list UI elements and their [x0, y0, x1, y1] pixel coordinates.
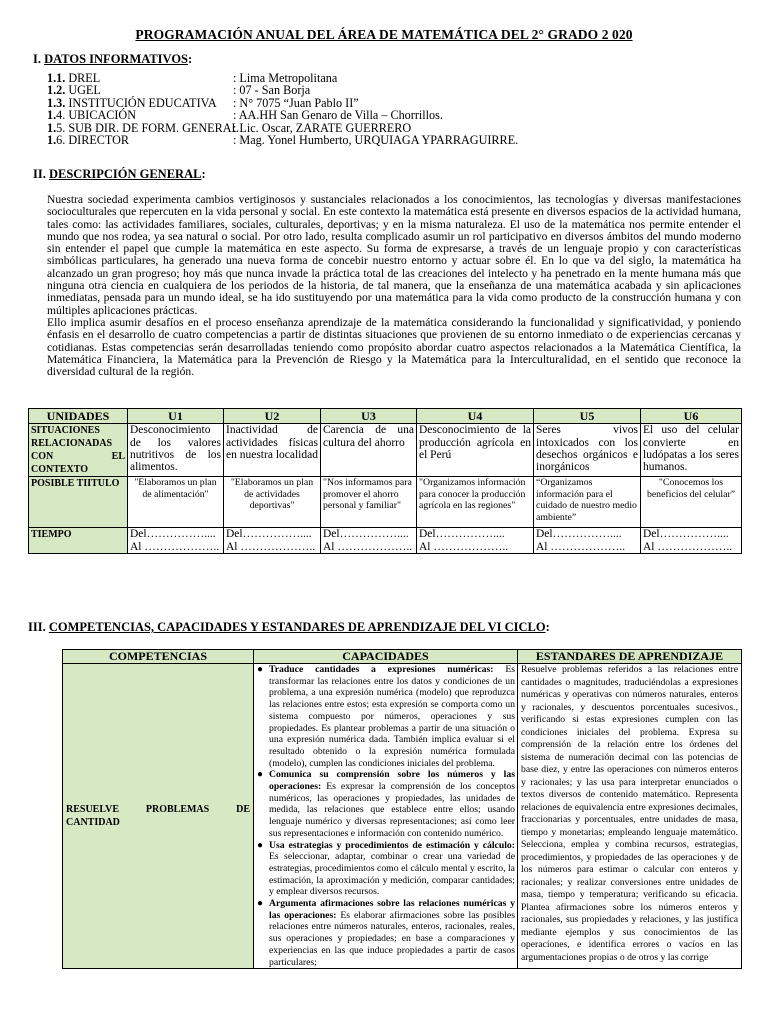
section-1-number: I.: [33, 52, 45, 66]
tiempo-u2: [224, 528, 321, 554]
situacion-u4: Desconocimiento de la producción agrícola en el Perú: [417, 424, 534, 477]
tiempo-del: Del……………....: [536, 528, 622, 541]
tiempo-u1: [128, 528, 224, 554]
info-label: 5. SUB DIR. DE FORM. GENERAL: [56, 120, 239, 135]
section-3-title: COMPETENCIAS, CAPACIDADES Y ESTANDARES DE APRENDIZAJE DEL VI CICLO: [48, 620, 546, 634]
tiempo-del: Del……………....: [226, 528, 312, 541]
tiempo-label: TIEMPO: [29, 528, 128, 554]
competencia-cell: RESUELVE PROBLEMAS DE CANTIDAD: [63, 664, 254, 969]
bullet-icon: ●: [257, 898, 264, 910]
tiempo-al: Al ………………..: [419, 540, 509, 553]
tiempo-al: Al ………………..: [643, 540, 733, 553]
section-2-heading: [33, 167, 206, 182]
info-label: INSTITUCIÓN EDUCATIVA: [65, 95, 217, 110]
titulo-u5: “Organizamos información para el cuidado de nuestro medio ambiente”: [534, 477, 641, 528]
header-u2: U2: [224, 409, 321, 424]
info-list: [47, 72, 518, 146]
header-u1: U1: [128, 409, 224, 424]
tiempo-al: Al ………………..: [323, 540, 413, 553]
section-3-number: III.: [28, 620, 49, 634]
tiempo-al: Al ………………..: [536, 540, 626, 553]
situacion-u3: Carencia de una cultura del ahorro: [321, 424, 417, 477]
tiempo-u3: [321, 528, 417, 554]
tiempo-del: Del……………....: [643, 528, 729, 541]
info-value: : Mag. Yonel Humberto, URQUIAGA YPARRAGUIRRE.: [233, 133, 519, 148]
info-value: : N° 7075 “Juan Pablo II”: [233, 95, 359, 110]
header-u3: U3: [321, 409, 417, 424]
capacidad-title: Argumenta afirmaciones sobre las relaciones numéricas y las operaciones:: [269, 898, 515, 921]
tiempo-row: [29, 528, 742, 554]
situacion-u5: Seres vivos intoxicados con los desechos orgánicos e inorgánicos: [534, 424, 641, 477]
capacidad-text: Es elaborar afirmaciones sobre las posibles relaciones entre números naturales, enteros, racionales, reales, sus operaciones y propiedades; en base a comparaciones y experiencias en las que induce propiedades a partir de casos particulares;: [269, 909, 515, 968]
capacidad-text: Es transformar las relaciones entre los datos y condiciones de un problema, a una expresión numérica (modelo) que reproduzca las relaciones entre estos; esta expresión se comporta como un sistema compuesto por números, operaciones y sus propiedades. Es plantear problemas a partir de una situación o una expresión numérica dada. También implica evaluar si el resultado obtenido o la expresión numérica formulada (modelo), cumplen las condiciones iniciales del problema.: [269, 664, 515, 769]
header-unidades: UNIDADES: [29, 409, 128, 424]
bullet-icon: ●: [257, 769, 264, 781]
competencias-table: [62, 649, 742, 969]
units-header-row: [29, 409, 742, 424]
header-u5: U5: [534, 409, 641, 424]
header-estandares: ESTANDARES DE APRENDIZAJE: [518, 650, 742, 664]
capacidades-cell: [254, 664, 518, 969]
description: [47, 194, 741, 378]
info-value: : 07 - San Borja: [233, 83, 311, 98]
titulo-u2: "Elaboramos un plan de actividades deportivas": [224, 477, 321, 528]
competencia-row: [63, 664, 742, 969]
capacidad-title: Traduce cantidades a expresiones numéricas:: [269, 664, 494, 675]
titulo-u4: "Organizamos información para conocer la producción agrícola en las regiones": [417, 477, 534, 528]
tiempo-u5: [534, 528, 641, 554]
info-label: DREL: [65, 71, 101, 85]
capacidad-title: Comunica su comprensión sobre los números y las operaciones:: [269, 769, 515, 793]
description-paragraph: Ello implica asumir desafíos en el proceso enseñanza aprendizaje de la matemática considerando la funcionalidad y significatividad, y poniendo énfasis en el desarrollo de cuatro competencias a partir de distintas situaciones que provienen de su entorno inmediato o de experiencias cercanas y cotidianas. Estas competencias serán desarrolladas teniendo como propósito abordar cuatro aspectos relacionados a la Matemática Científica, la Matemática Financiera, la Matemática para la Prevención de Riesgo y la Matemática para la Interculturalidad, en el sentido que reconoce la diversidad cultural de la región.: [47, 315, 741, 379]
capacidad-text: Es seleccionar, adaptar, combinar o crear una variedad de estrategias, procedimientos como el cálculo mental y escrito, la estimación, la aproximación y medición, comparar cantidades; y emplear diversos recursos.: [269, 851, 515, 898]
header-competencias: COMPETENCIAS: [63, 650, 254, 664]
info-num: 1.: [47, 120, 57, 135]
competencias-header-row: [63, 650, 742, 664]
section-3-heading: [28, 620, 550, 635]
titulo-u6: "Conocemos los beneficios del celular”: [641, 477, 742, 528]
info-num: 1.: [47, 133, 57, 148]
info-row: [47, 134, 518, 146]
document-title: PROGRAMACIÓN ANUAL DEL ÁREA DE MATEMÁTICA DEL 2° GRADO 2 020: [135, 27, 633, 42]
capacidad-item: [257, 664, 515, 769]
section-2-colon: :: [201, 167, 206, 181]
situacion-u1: Desconocimiento de los valores nutritivos de los alimentos.: [128, 424, 224, 477]
capacidad-item: [257, 840, 515, 899]
capacidad-item: [257, 898, 515, 968]
titulo-row: [29, 477, 742, 528]
tiempo-al: Al ………………..: [226, 540, 316, 553]
info-num: 1.2.: [47, 83, 66, 98]
header-capacidades: CAPACIDADES: [254, 650, 518, 664]
units-table: [28, 408, 742, 554]
titulo-u1: "Elaboramos un plan de alimentación": [128, 477, 224, 528]
info-label: UGEL: [65, 83, 101, 98]
tiempo-u6: [641, 528, 742, 554]
situacion-u2: Inactividad de actividades físicas en nuestra localidad: [224, 424, 321, 477]
situaciones-label: SITUACIONES RELACIONADAS CON EL CONTEXTO: [29, 424, 128, 477]
section-2-title: DESCRIPCIÓN GENERAL: [48, 167, 202, 181]
tiempo-al: Al ………………..: [130, 540, 220, 553]
section-2-number: II.: [33, 167, 49, 181]
titulo-u3: "Nos informamos para promover el ahorro personal y familiar": [321, 477, 417, 528]
info-value: : Lic. Oscar, ZARATE GUERRERO: [233, 120, 412, 135]
section-3-colon: :: [545, 620, 550, 634]
situacion-u6: El uso del celular convierte en ludópatas a los seres humanos.: [641, 424, 742, 477]
section-1-colon: :: [188, 52, 193, 66]
titulo-label: POSIBLE TIITULO: [29, 477, 128, 528]
estandar-cell: Resuelve problemas referidos a las relaciones entre cantidades o magnitudes, traduciéndolas a expresiones numéricas y operativas con números naturales, enteros y racionales, y descuentos porcentuales sucesivos., verificando si estas expresiones cumplen con las condiciones iniciales del problema. Expresa su comprensión de la relación entre los órdenes del sistema de numeración decimal con las potencias de base diez, y entre las operaciones con números enteros y racionales; y las usa para interpretar enunciados o textos diversos de contenido matemático. Representa relaciones de equivalencia entre expresiones decimales, fraccionarias y porcentuales, entre unidades de masa, tiempo y monetarias; empleando lenguaje matemático. Selecciona, emplea y combina recursos, estrategias, procedimientos, y propiedades de las operaciones y de los números para estimar o calcular con enteros y racionales; y realizar conversiones entre unidades de masa, tiempo y temperatura; verificando su eficacia. Plantea afirmaciones sobre los números enteros y racionales, sus propiedades y relaciones, y las justifica mediante ejemplos y sus conocimientos de las operaciones, e identifica errores o vacíos en las argumentaciones propias o de otros y las corrige: [518, 664, 742, 969]
tiempo-del: Del……………....: [419, 528, 505, 541]
bullet-icon: ●: [257, 664, 264, 675]
tiempo-del: Del……………....: [323, 528, 409, 541]
header-u6: U6: [641, 409, 742, 424]
capacidad-item: [257, 769, 515, 839]
capacidad-title: Usa estrategias y procedimientos de estimación y cálculo:: [269, 839, 515, 851]
tiempo-u4: [417, 528, 534, 554]
info-value: : Lima Metropolitana: [233, 71, 338, 85]
section-1-heading: [33, 52, 192, 67]
bullet-icon: ●: [257, 839, 264, 851]
info-num: 1.3.: [47, 95, 66, 110]
info-num: 1.: [47, 108, 57, 123]
capacidad-text: Es expresar la comprensión de los conceptos numéricos, las operaciones y propiedades, las unidades de medida, las relaciones que establece entre ellos; usando lenguaje numérico y diversas representaciones; así como leer sus representaciones e información con contenido numérico.: [269, 781, 515, 839]
header-u4: U4: [417, 409, 534, 424]
info-num: 1.1.: [47, 71, 66, 85]
description-paragraph: Nuestra sociedad experimenta cambios vertiginosos y sustanciales relacionados a los conocimientos, las tecnologías y diversas manifestaciones socioculturales que repercuten en la vida personal y social. En este contexto la matemática está presente en diversos espacios de la actividad humana, tales como: las actividades familiares, sociales, culturales, deportivas; y en la misma naturaleza. El uso de la matemática nos permite entender el mundo que nos rodea, ya sea natural o social. Por otro lado, resulta complicado asumir un rol participativo en diversos ámbitos del mundo moderno sin entender el papel que cumple la matemática en este aspecto. Su forma de expresarse, a través de un lenguaje propio y con características simbólicas particulares, ha generado una nueva forma de concebir nuestro entorno y actuar sobre él. En lo que va del siglo, la matemática ha alcanzado un gran progreso; hoy más que nunca invade la práctica total de las creaciones del intelecto y ha penetrado en la mente humana más que ninguna otra ciencia en cualquiera de los periodos de la historia, de tal manera, que la enseñanza de una matemática acabada y sin aplicaciones inmediatas, pensada para un mundo ideal, se ha ido sustituyendo por una matemática para la vida como producto de la construcción humana y con múltiples aplicaciones prácticas.: [47, 193, 741, 317]
info-value: : AA.HH San Genaro de Villa – Chorrillos.: [233, 108, 443, 123]
info-label: 6. DIRECTOR: [56, 133, 130, 148]
tiempo-del: Del……………....: [130, 528, 216, 541]
situaciones-row: [29, 424, 742, 477]
section-1-title: DATOS INFORMATIVOS: [44, 52, 188, 66]
info-label: 4. UBICACIÓN: [56, 108, 137, 123]
